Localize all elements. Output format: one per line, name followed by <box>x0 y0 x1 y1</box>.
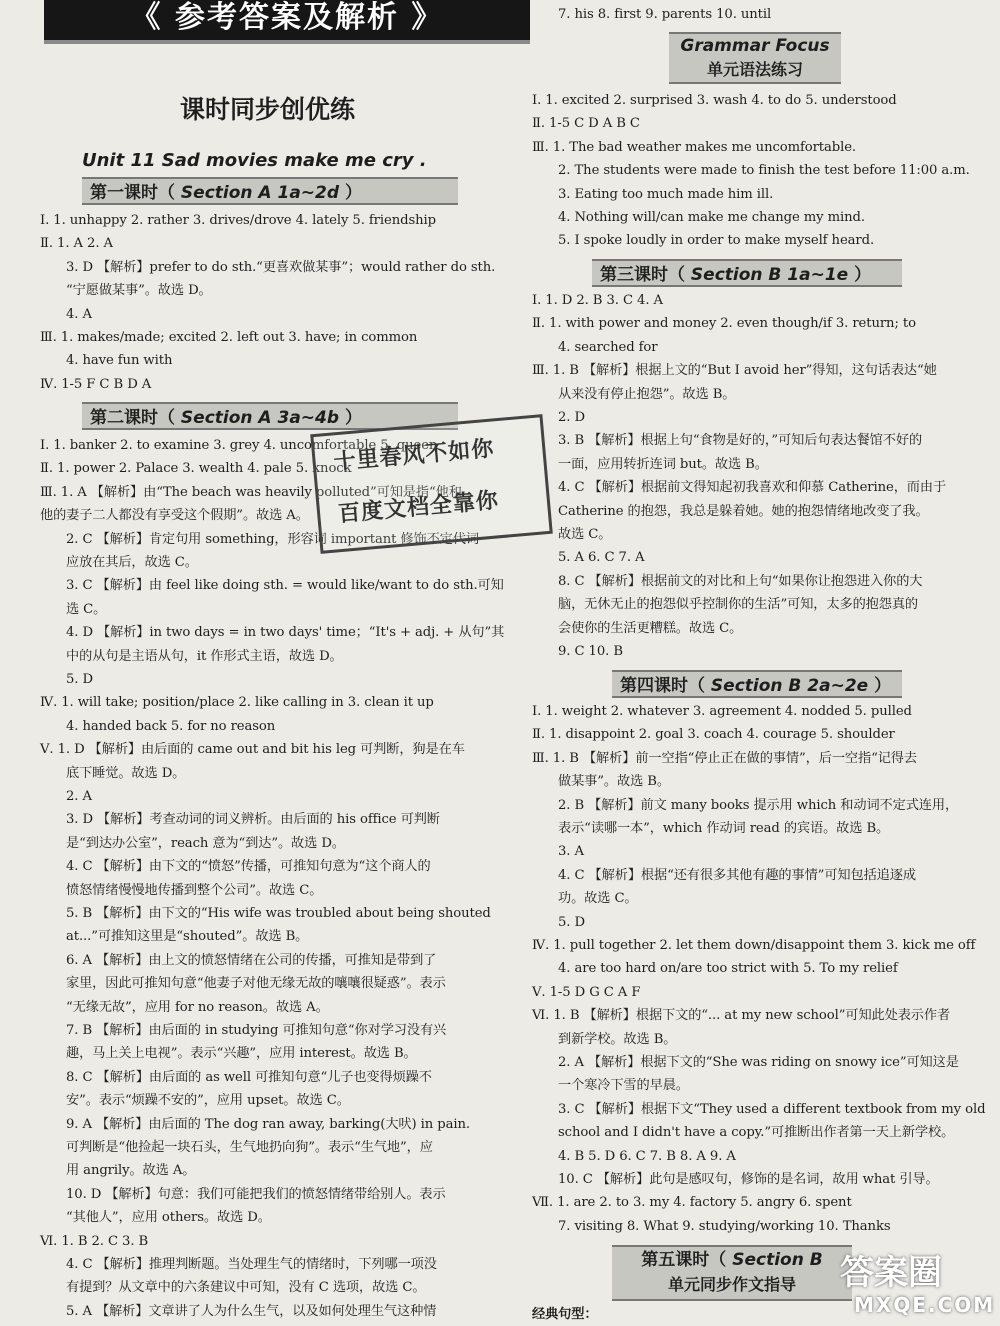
answer-line: 3. Eating too much made him ill. <box>558 186 774 202</box>
stamp-seal <box>310 414 553 554</box>
answer-line: 4. C 【解析】根据“还有很多其他有趣的事情”可知包括追逐成 <box>558 867 916 883</box>
answer-line: Ⅳ. 1. pull together 2. let them down/disappoint them 3. kick me off <box>532 938 976 953</box>
answer-line: 5. I spoke loudly in order to make myself heard. <box>558 233 875 249</box>
answer-line: 8. C 【解析】根据前文的对比和上句“如果你让抱怨进入你的大 <box>558 573 923 589</box>
answer-line: Ⅰ. 1. banker 2. to examine 3. grey 4. uncomfortable 5. queen <box>40 438 438 453</box>
answer-line: Ⅵ. 1. B 2. C 3. B <box>40 1233 149 1249</box>
answer-line: 4. A <box>66 306 92 322</box>
answer-line: 2. A <box>66 789 92 804</box>
answer-line: 一个寒冷下雪的早晨。 <box>558 1078 689 1094</box>
answer-line: 7. his 8. first 9. parents 10. until <box>558 7 772 22</box>
answer-line: Ⅳ. 1-5 F C B D A <box>40 376 152 392</box>
answer-line: school and I didn't have a copy.”可推断出作者第一天上新学校。 <box>558 1125 955 1141</box>
answer-line: 应放在其后，故选 C。 <box>66 555 198 570</box>
answer-line: 做某事”。故选 B。 <box>558 774 670 790</box>
answer-line: 7. visiting 8. What 9. studying/working 10. Thanks <box>558 1218 891 1234</box>
section-heading-4-pre: 第四课时（ <box>620 676 711 696</box>
section-heading-4-post: ） <box>868 676 892 696</box>
answer-line: 安”。表示“烦躁不安的”，应用 upset。故选 C。 <box>66 1093 350 1109</box>
section-heading-3-pre: 第三课时（ <box>600 265 691 285</box>
section-heading-1-pre: 第一课时（ <box>90 183 181 203</box>
watermark-line-1: 答案圈 <box>840 1253 942 1293</box>
answer-line: 会使你的生活更糟糕。故选 C。 <box>558 620 743 636</box>
answer-line: 2. The students were made to finish the test before 11:00 a.m. <box>558 163 970 179</box>
section-heading-1 <box>82 177 458 205</box>
answer-line: 4. Nothing will/can make me change my mind. <box>558 210 865 225</box>
answer-line: 愤怒情绪慢慢地传播到整个公司”。故选 C。 <box>66 882 323 898</box>
answers-banner: 《 参考答案及解析 》 <box>44 0 530 44</box>
answer-line: Ⅰ. 1. weight 2. whatever 3. agreement 4. nodded 5. pulled <box>532 704 912 719</box>
section-heading-5-range: Section B <box>732 1250 823 1270</box>
answer-line: Ⅲ. 1. The bad weather makes me uncomfortable. <box>532 139 857 155</box>
section-heading-2-post: ） <box>339 408 362 428</box>
answer-line: Ⅴ. 1. D 【解析】由后面的 came out and bit his leg 可判断，狗是在车 <box>40 742 465 758</box>
answer-line: Ⅳ. 1. will take; position/place 2. like calling in 3. clean it up <box>40 695 434 711</box>
unit-title: Unit 11 Sad movies make me cry . <box>82 150 427 171</box>
section-heading-5 <box>612 1245 852 1301</box>
page-title: 课时同步创优练 <box>179 95 355 124</box>
answer-line: 有提到？从文章中的六条建议中可知，没有 C 选项，故选 C。 <box>66 1280 426 1296</box>
answer-line: 5. A 【解析】文章讲了人为什么生气，以及如何处理生气这种情 <box>66 1303 437 1319</box>
answer-line: 选 C。 <box>66 601 107 617</box>
answer-line: 2. D <box>558 410 585 425</box>
watermark-line-2: MXQE.COM <box>854 1293 996 1317</box>
left-column <box>40 0 505 1326</box>
answer-line: 中的从句是主语从句，it 作形式主语，故选 D。 <box>66 648 343 664</box>
answer-line: 4. C 【解析】根据前文得知起初我喜欢和仰慕 Catherine，而由于 <box>558 480 947 496</box>
answer-line: Ⅰ. 1. unhappy 2. rather 3. drives/drove 4. lately 5. friendship <box>40 213 436 228</box>
grammar-focus-heading <box>669 32 841 84</box>
section-heading-5-subtitle: 单元同步作文指导 <box>667 1275 796 1294</box>
answer-line: Ⅱ. 1. A 2. A <box>40 236 113 252</box>
answer-line: 3. C 【解析】根据下文“They used a different textbook from my old <box>558 1101 986 1117</box>
answer-line: 8. C 【解析】由后面的 as well 可推知句意“儿子也变得烦躁不 <box>66 1069 432 1085</box>
answer-line: Ⅱ. 1. disappoint 2. goal 3. coach 4. courage 5. shoulder <box>532 727 895 743</box>
answer-line: Ⅴ. 1-5 D G C A F <box>532 984 641 1000</box>
answer-line: 2. B 【解析】前文 many books 提示用 which 和动词不定式连用， <box>558 797 959 813</box>
answer-line: Ⅱ. 1. power 2. Palace 3. wealth 4. pale 5. knock <box>40 461 352 477</box>
section-heading-3-post: ） <box>848 265 872 285</box>
answer-line: Ⅰ. 1. excited 2. surprised 3. wash 4. to do 5. understood <box>532 93 897 108</box>
answer-line: 3. A <box>558 844 584 860</box>
answer-line: 到新学校。故选 B。 <box>558 1031 677 1047</box>
answer-line: 5. D <box>66 672 93 687</box>
answer-line: “无缘无故”，应用 for no reason。故选 A。 <box>66 999 329 1015</box>
answer-line: Ⅲ. 1. makes/made; excited 2. left out 3. have; in common <box>40 330 418 345</box>
answer-line: 4. C 【解析】由下文的“愤怒”传播，可推知句意为“这个商人的 <box>66 859 431 875</box>
answer-line: 故选 C。 <box>558 527 612 542</box>
answer-line: at...”可推知这里是“shouted”。故选 B。 <box>66 929 309 945</box>
answer-line: Ⅱ. 1. with power and money 2. even though/if 3. return; to <box>532 316 916 332</box>
answer-line: 脑，无休无止的抱怨似乎控制你的生活”可知，太多的抱怨真的 <box>558 597 919 613</box>
answer-line: 9. C 10. B <box>558 644 623 659</box>
answer-line: 5. D <box>558 914 585 930</box>
answer-line: 是“到达办公室”，reach 意为“到达”。故选 D。 <box>66 835 345 851</box>
answer-line: 功。故选 C。 <box>558 891 638 907</box>
answer-line: 4. C 【解析】推理判断题。当处理生气的情绪时，下列哪一项没 <box>66 1257 437 1272</box>
stamp-line-1: 十里春风不如你 <box>332 436 496 476</box>
section-heading-2-range: Section A 3a~4b <box>180 408 340 428</box>
answer-line: 家里，因此可推知句意“他妻子对他无缘无故的嚷嚷很疑惑”。表示 <box>66 976 446 992</box>
answer-line: “其他人”，应用 others。故选 D。 <box>66 1210 271 1226</box>
answer-line: 4. B 5. D 6. C 7. B 8. A 9. A <box>558 1148 736 1164</box>
answer-line: 7. B 【解析】由后面的 in studying 可推知句意“你对学习没有兴 <box>66 1023 447 1038</box>
answer-line: 用 angrily。故选 A。 <box>66 1163 196 1179</box>
answer-line: 可判断是“他捡起一块石头，生气地扔向狗”。表示“生气地”，应 <box>66 1140 433 1155</box>
answer-line: 5. A 6. C 7. A <box>558 550 645 566</box>
answer-line: 10. D 【解析】句意：我们可能把我们的愤怒情绪带给别人。表示 <box>66 1186 446 1202</box>
section-heading-4-range: Section B 2a~2e <box>710 676 869 696</box>
answer-line: 6. A 【解析】由上文的愤怒情绪在公司的传播，可推知是带到了 <box>66 952 437 968</box>
section-heading-3 <box>592 259 902 287</box>
answer-line: 2. C 【解析】肯定句用 something，形容词 important 修饰不定代词 <box>66 531 479 547</box>
answer-line: 2. A 【解析】根据下文的“She was riding on snowy ice”可知这是 <box>558 1055 959 1070</box>
grammar-focus-title: Grammar Focus <box>680 36 830 56</box>
section-heading-5-title <box>612 1247 852 1273</box>
answer-line: 表示“读哪一本”，which 作动词 read 的宾语。故选 B。 <box>558 821 890 836</box>
answer-line: 趣，马上关上电视”。表示“兴趣”，应用 interest。故选 B。 <box>66 1046 417 1062</box>
answer-line: 4. handed back 5. for no reason <box>66 718 276 734</box>
answer-line: 他的妻子二人都没有享受这个假期”。故选 A。 <box>40 508 309 524</box>
answer-line: Ⅱ. 1-5 C D A B C <box>532 116 640 132</box>
answer-line: Ⅲ. 1. B 【解析】前一空指“停止正在做的事情”，后一空指“记得去 <box>532 750 917 766</box>
answer-line: 3. B 【解析】根据上句“食物是好的，”可知后句表达餐馆不好的 <box>558 433 923 449</box>
classic-sentences-label: 经典句型： <box>532 1307 598 1322</box>
right-column <box>532 0 992 1326</box>
answer-line: 3. C 【解析】由 feel like doing sth. = would like/want to do sth.可知 <box>66 578 504 594</box>
answer-line: Ⅰ. 1. D 2. B 3. C 4. A <box>532 293 663 308</box>
answer-line: 4. have fun with <box>66 353 173 369</box>
answer-line: 底下睡觉。故选 D。 <box>66 765 186 781</box>
answer-line: “宁愿做某事”。故选 D。 <box>66 283 212 299</box>
answer-line: 4. searched for <box>558 339 658 355</box>
section-heading-2-pre: 第二课时（ <box>90 408 181 428</box>
answer-line: 一面，应用转折连词 but。故选 B。 <box>558 456 768 472</box>
section-heading-1-post: ） <box>339 183 362 203</box>
section-heading-3-range: Section B 1a~1e <box>690 265 849 285</box>
answer-line: 4. D 【解析】in two days = in two days' time；“It's + adj. + 从句”其 <box>66 625 505 641</box>
answer-line: Ⅵ. 1. B 【解析】根据下文的“... at my new school”可知此处表示作者 <box>532 1008 951 1024</box>
answer-line: 5. B 【解析】由下文的“His wife was troubled about being shouted <box>66 906 491 921</box>
answer-line: Ⅲ. 1. A 【解析】由“The beach was heavily polluted”可知是指“他和 <box>40 484 462 500</box>
stamp-line-2: 百度文档全靠你 <box>337 488 500 528</box>
answer-line: 9. A 【解析】由后面的 The dog ran away, barking(大吠) in pain. <box>66 1116 470 1132</box>
answer-line: Ⅶ. 1. are 2. to 3. my 4. factory 5. angry 6. spent <box>532 1195 852 1211</box>
answer-line: 3. D 【解析】考查动词的词义辨析。由后面的 his office 可判断 <box>66 812 440 828</box>
section-heading-4 <box>612 670 902 698</box>
answer-line: 4. are too hard on/are too strict with 5. To my relief <box>558 961 898 977</box>
grammar-focus-subtitle: 单元语法练习 <box>706 60 803 79</box>
section-heading-5-pre: 第五课时（ <box>641 1250 733 1270</box>
answer-line: 10. C 【解析】此句是感叹句，修饰的是名词，故用 what 引导。 <box>558 1172 939 1187</box>
answer-line: Catherine 的抱怨，我总是躲着她。她的抱怨情绪地改变了我。 <box>558 503 929 519</box>
answer-line: 3. D 【解析】prefer to do sth.“更喜欢做某事”；would rather do sth. <box>66 259 496 275</box>
answer-line: 从来没有停止抱怨”。故选 B。 <box>558 386 736 402</box>
section-heading-1-range: Section A 1a~2d <box>180 183 340 203</box>
answer-line: Ⅲ. 1. B 【解析】根据上文的“But I avoid her”得知，这句话表达“她 <box>532 363 937 379</box>
site-watermark <box>820 1245 996 1321</box>
